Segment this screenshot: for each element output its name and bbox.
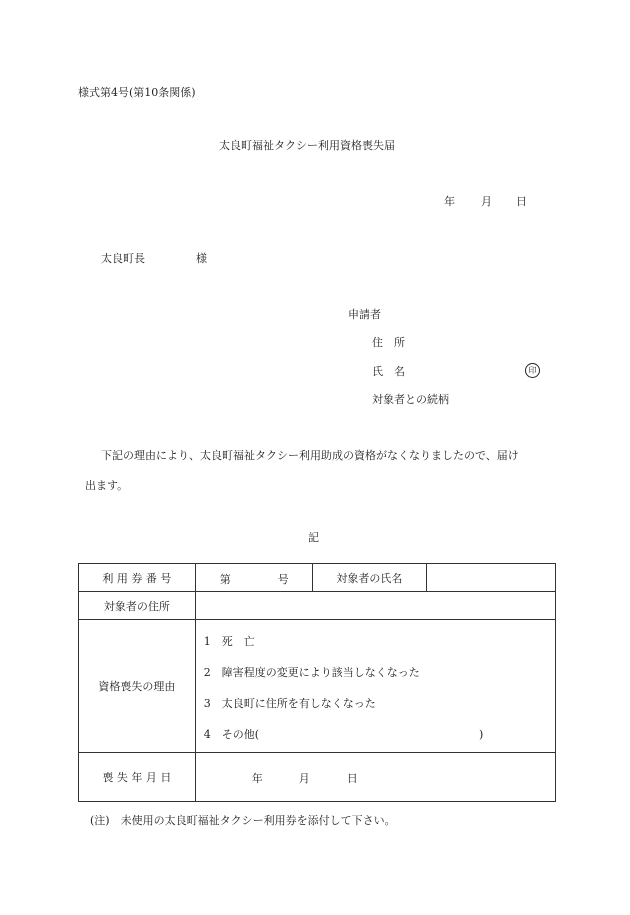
- ticket-number-label: 利 用 券 番 号: [79, 564, 196, 592]
- ki-heading: 記: [308, 531, 319, 544]
- table-row: [79, 564, 556, 592]
- applicant-heading: 申請者: [348, 308, 381, 321]
- footnote: (注) 未使用の太良町福祉タクシー利用券を添付して下さい。: [90, 814, 396, 827]
- loss-date-year: 年: [251, 772, 263, 785]
- applicant-address-label: 住 所: [372, 336, 405, 349]
- reason-option[interactable]: 2 障害程度の変更により該当しなくなった: [203, 666, 420, 679]
- applicant-relation-label: 対象者との続柄: [372, 393, 449, 406]
- loss-date-field[interactable]: [195, 753, 555, 802]
- form-number: 様式第4号(第10条関係): [78, 86, 196, 99]
- loss-date-month: 月: [298, 772, 310, 785]
- reason-option[interactable]: 1 死 亡: [203, 635, 255, 648]
- subject-address-field[interactable]: [195, 592, 555, 620]
- reason-options[interactable]: [195, 620, 555, 753]
- reason-option[interactable]: 3 太良町に住所を有しなくなった: [203, 697, 376, 710]
- table-row: [79, 753, 556, 802]
- reason-option[interactable]: 4 その他( ): [203, 728, 484, 741]
- body-text-line1: 下記の理由により、太良町福祉タクシー利用助成の資格がなくなりましたので、届け: [101, 449, 519, 462]
- loss-date-day: 日: [346, 772, 358, 785]
- applicant-name-label: 氏 名: [372, 365, 405, 378]
- seal-mark: 印: [525, 363, 540, 378]
- subject-name-label: 対象者の氏名: [312, 564, 427, 592]
- subject-address-label: 対象者の住所: [79, 592, 196, 620]
- table-row: [79, 620, 556, 753]
- page-title: 太良町福祉タクシー利用資格喪失届: [219, 139, 395, 152]
- ticket-number-prefix: 第: [219, 573, 231, 586]
- details-table: [78, 563, 556, 802]
- date-month: 月: [481, 195, 492, 208]
- table-row: [79, 592, 556, 620]
- body-text-line2: 出ます。: [85, 479, 129, 492]
- subject-name-field[interactable]: [427, 564, 556, 592]
- addressee-honorific: 様: [196, 252, 207, 265]
- date-year: 年: [444, 195, 455, 208]
- reason-label: 資格喪失の理由: [79, 620, 196, 753]
- addressee-name: 太良町長: [101, 252, 145, 265]
- date-day: 日: [516, 195, 527, 208]
- ticket-number-field[interactable]: [195, 564, 312, 592]
- ticket-number-suffix: 号: [277, 573, 289, 586]
- loss-date-label: 喪 失 年 月 日: [79, 753, 196, 802]
